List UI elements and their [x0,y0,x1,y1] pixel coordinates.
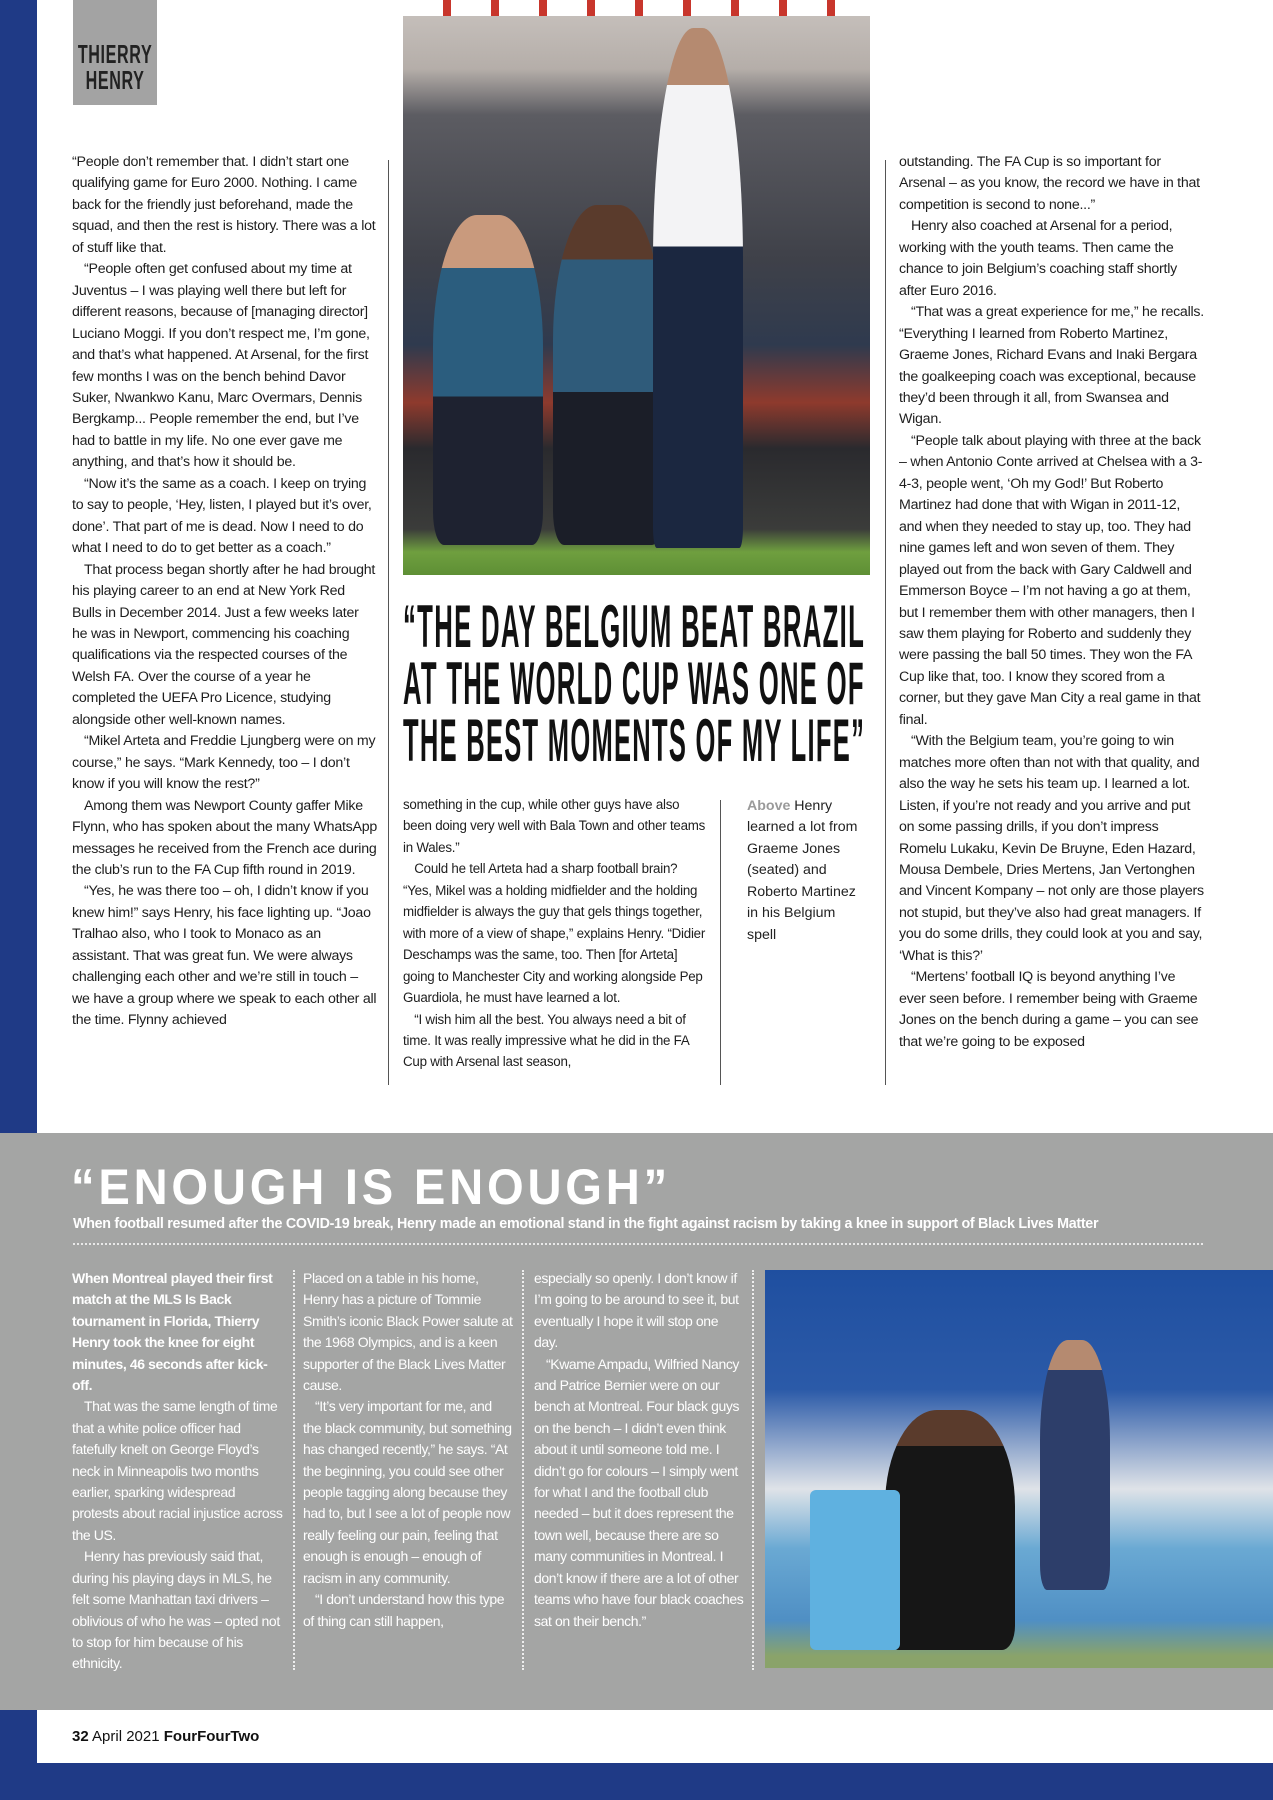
paragraph: “Mikel Arteta and Freddie Ljungberg were on my course,” he says. “Mark Kennedy, too – I don’t know if you will know the rest?” [72,733,376,793]
paragraph: “People don’t remember that. I didn’t start one qualifying game for Euro 2000. Nothing. I came back for the friendly just beforehand, made the squad, and then the rest is history. There was a lot of stuff like that. [72,154,376,256]
paragraph: Placed on a table in his home, Henry has a picture of Tommie Smith’s iconic Black Power salute at the 1968 Olympics, and is a keen supporter of the Black Lives Matter cause. [303,1270,513,1394]
photo-caption [747,796,859,946]
pull-quote [403,593,868,774]
paragraph: “People often get confused about my time at Juventus – I was playing well there but left for different reasons, because of [managing director] Luciano Moggi. If you don’t respect me, I’m gone, and that’s what happened. At Arsenal, for the first few months I was on the bench behind Davor Suker, Nwankwo Kanu, Marc Overmars, Dennis Bergkamp... People remember the end, but I’ve had to battle in my life. No one ever gave me anything, and that’s how it should be. [72,261,370,471]
paragraph: “With the Belgium team, you’re going to win matches more often than not with that quality, and also the way he sets his team up. I learned a lot. Listen, if you’re not ready and you arrive and put on some passing drills, if you don’t impress Romelu Lukaku, Kevin De Bruyne, Eden Hazard, Mousa Dembele, Dries Mertens, Jan Vertonghen and Vincent Kompany – not only are those players not stupid, but they’ve also had great managers. If you do some drills, they could look at you and say, ‘What is this?’ [899,733,1204,964]
column-divider [388,160,389,1085]
sidebar-title: “ENOUGH IS ENOUGH” [71,1159,671,1215]
paragraph: Among them was Newport County gaffer Mike Flynn, who has spoken about the many WhatsApp messages he received from the French ace during the club’s run to the FA Cup fifth round in 2019. [72,797,377,878]
column-divider [885,160,886,1085]
sidebar-standfirst: When football resumed after the COVID-19 break, Henry made an emotional stand in the fight against racism by taking a knee in support of Black Lives Matter [73,1216,1099,1232]
paragraph: “People talk about playing with three at the back – when Antonio Conte arrived at Chelsea with a 3-4-3, people went, ‘Oh my God!’ But Roberto Martinez had done that with Wigan in 2011-12, and when they needed to stay up, too. They had nine games left and won seven of them. They played out from the back with Gary Caldwell and Emmerson Boyce – I’m not having a go at them, but I remember them with other managers, then I saw them playing for Roberto and suddenly they were passing the ball 50 times. They won the FA Cup like that, too. I know they scored from a corner, but they gave Man City a real game in that final. [899,432,1203,728]
seated-henry-figure [553,205,663,545]
seated-coach-figure [433,215,543,545]
paragraph: “I wish him all the best. You always need a bit of time. It was really impressive what he did in the FA Cup with Arsenal last season, [403,1011,689,1071]
dotted-column-divider [522,1270,524,1670]
kneeling-henry-figure [885,1410,1015,1650]
issue-date: April 2021 [88,1728,164,1745]
sidebar-column-3 [534,1268,744,1632]
article-column-1 [72,152,377,1032]
pull-quote-line: AT THE WORLD CUP WAS ONE OF [403,650,865,717]
powerade-cooler [810,1490,900,1650]
paragraph: That was the same length of time that a white police officer had fatefully knelt on George Floyd’s neck in Minneapolis two months earlier, sparking widespread protests about racial injustice across the US. [72,1398,283,1543]
paragraph: That process began shortly after he had brought his playing career to an end at New York Red Bulls in December 2014. Just a few weeks later he was in Newport, commencing his coaching qualifications via the respected courses of the Welsh FA. Over the course of a year he completed the UEFA Pro Licence, studying alongside other well-known names. [72,561,376,728]
paragraph: “I don’t understand how this type of thing can still happen, [303,1591,505,1629]
henry-taking-knee-photo [765,1270,1273,1668]
paragraph: “It’s very important for me, and the black community, but something has changed recently,” he says. “At the beginning, you could see other people tagging along because they had to, but I see a lot of people now really feeling our pain, feeling that enough is enough – enough of racism in any community. [303,1398,512,1586]
page-edge-stripe [0,0,37,1133]
caption-text: Henry learned a lot from Graeme Jones (seated) and Roberto Martinez in his Belgium spell [747,798,858,943]
dotted-column-divider [752,1270,754,1670]
paragraph: “Kwame Ampadu, Wilfried Nancy and Patrice Bernier were on our bench at Montreal. Four black guys on the bench – I didn’t even think about it until someone told me. I didn’t go for colours – I simply went for what I and the football club needed – but it does represent the town well, because there are so many communities in Montreal. I don’t know if there are a lot of other teams who have four black coaches sat on their bench.” [534,1355,744,1629]
paragraph: especially so openly. I don’t know if I’m going to be around to see it, but eventually I hope it will stop one day. [534,1270,739,1351]
paragraph: “That was a great experience for me,” he recalls. “Everything I learned from Roberto Martinez, Graeme Jones, Richard Evans and Inaki Bergara the goalkeeping coach was exceptional, because they’d been through it all, from Swansea and Wigan. [899,304,1204,428]
standing-staff-figure [1040,1340,1110,1590]
paragraph: Henry has previously said that, during his playing days in MLS, he felt some Manhattan taxi drivers – oblivious of who he was – opted not to stop for him because of his ethnicity. [72,1548,280,1672]
section-logo-text: THIERRY HENRY [77,39,153,95]
paragraph: something in the cup, while other guys have also been doing very well with Bala Town and other teams in Wales.” [403,797,706,856]
page-number: 32 [72,1728,89,1745]
paragraph: “Yes, he was there too – oh, I didn’t know if you knew him!” says Henry, his face lighting up. “Joao Tralhao also, who I took to Monaco as an assistant. That was great fun. We were always challenging each other and we’re still in touch – we have a group where we speak to each other all the time. Flynny achieved [72,883,377,1029]
dotted-column-divider [293,1270,295,1670]
page-footer [72,1728,259,1745]
pull-quote-line: “THE DAY BELGIUM BEAT BRAZIL [403,593,866,660]
article-column-2 [403,795,708,1074]
pull-quote-line: THE BEST MOMENTS OF MY LIFE” [403,707,866,774]
paragraph: “Mertens’ football IQ is beyond anything I’ve ever seen before. I remember being with Graeme Jones on the bench during a game – you can see that we’re going to be exposed [899,969,1199,1050]
article-column-3 [899,152,1204,1053]
magazine-name: FourFourTwo [163,1728,260,1745]
paragraph: When Montreal played their first match at the MLS Is Back tournament in Florida, Thierry Henry took the knee for eight minutes, 46 seconds after kick-off. [72,1270,273,1394]
advertising-banner [403,0,870,16]
sidebar-column-2 [303,1268,513,1632]
belgium-bench-photo [403,0,870,575]
paragraph: outstanding. The FA Cup is so important for Arsenal – as you know, the record we have in that competition is second to none...” [899,154,1200,213]
paragraph: “Now it’s the same as a coach. I keep on trying to say to people, ‘Hey, listen, I played but it’s over, done’. That part of me is dead. Now I need to do what I need to do to get better as a coach.” [72,475,372,557]
standing-manager-figure [653,28,743,548]
section-logo [73,0,157,105]
caption-divider [720,800,721,1085]
dotted-divider [73,1243,1203,1245]
paragraph: Could he tell Arteta had a sharp football brain? “Yes, Mikel was a holding midfielder and the holding midfielder is always the guy that gels things together, with more of a view of shape,” explains Henry. “Didier Deschamps was the same, too. Then [for Arteta] going to Manchester City and working alongside Pep Guardiola, he must have learned a lot. [403,861,706,1007]
bottom-band [0,1763,1273,1800]
paragraph: Henry also coached at Arsenal for a period, working with the youth teams. Then came the chance to join Belgium’s coaching staff shortly after Euro 2016. [899,218,1177,299]
caption-keyword: Above [747,798,791,814]
sidebar-column-1 [72,1268,284,1675]
